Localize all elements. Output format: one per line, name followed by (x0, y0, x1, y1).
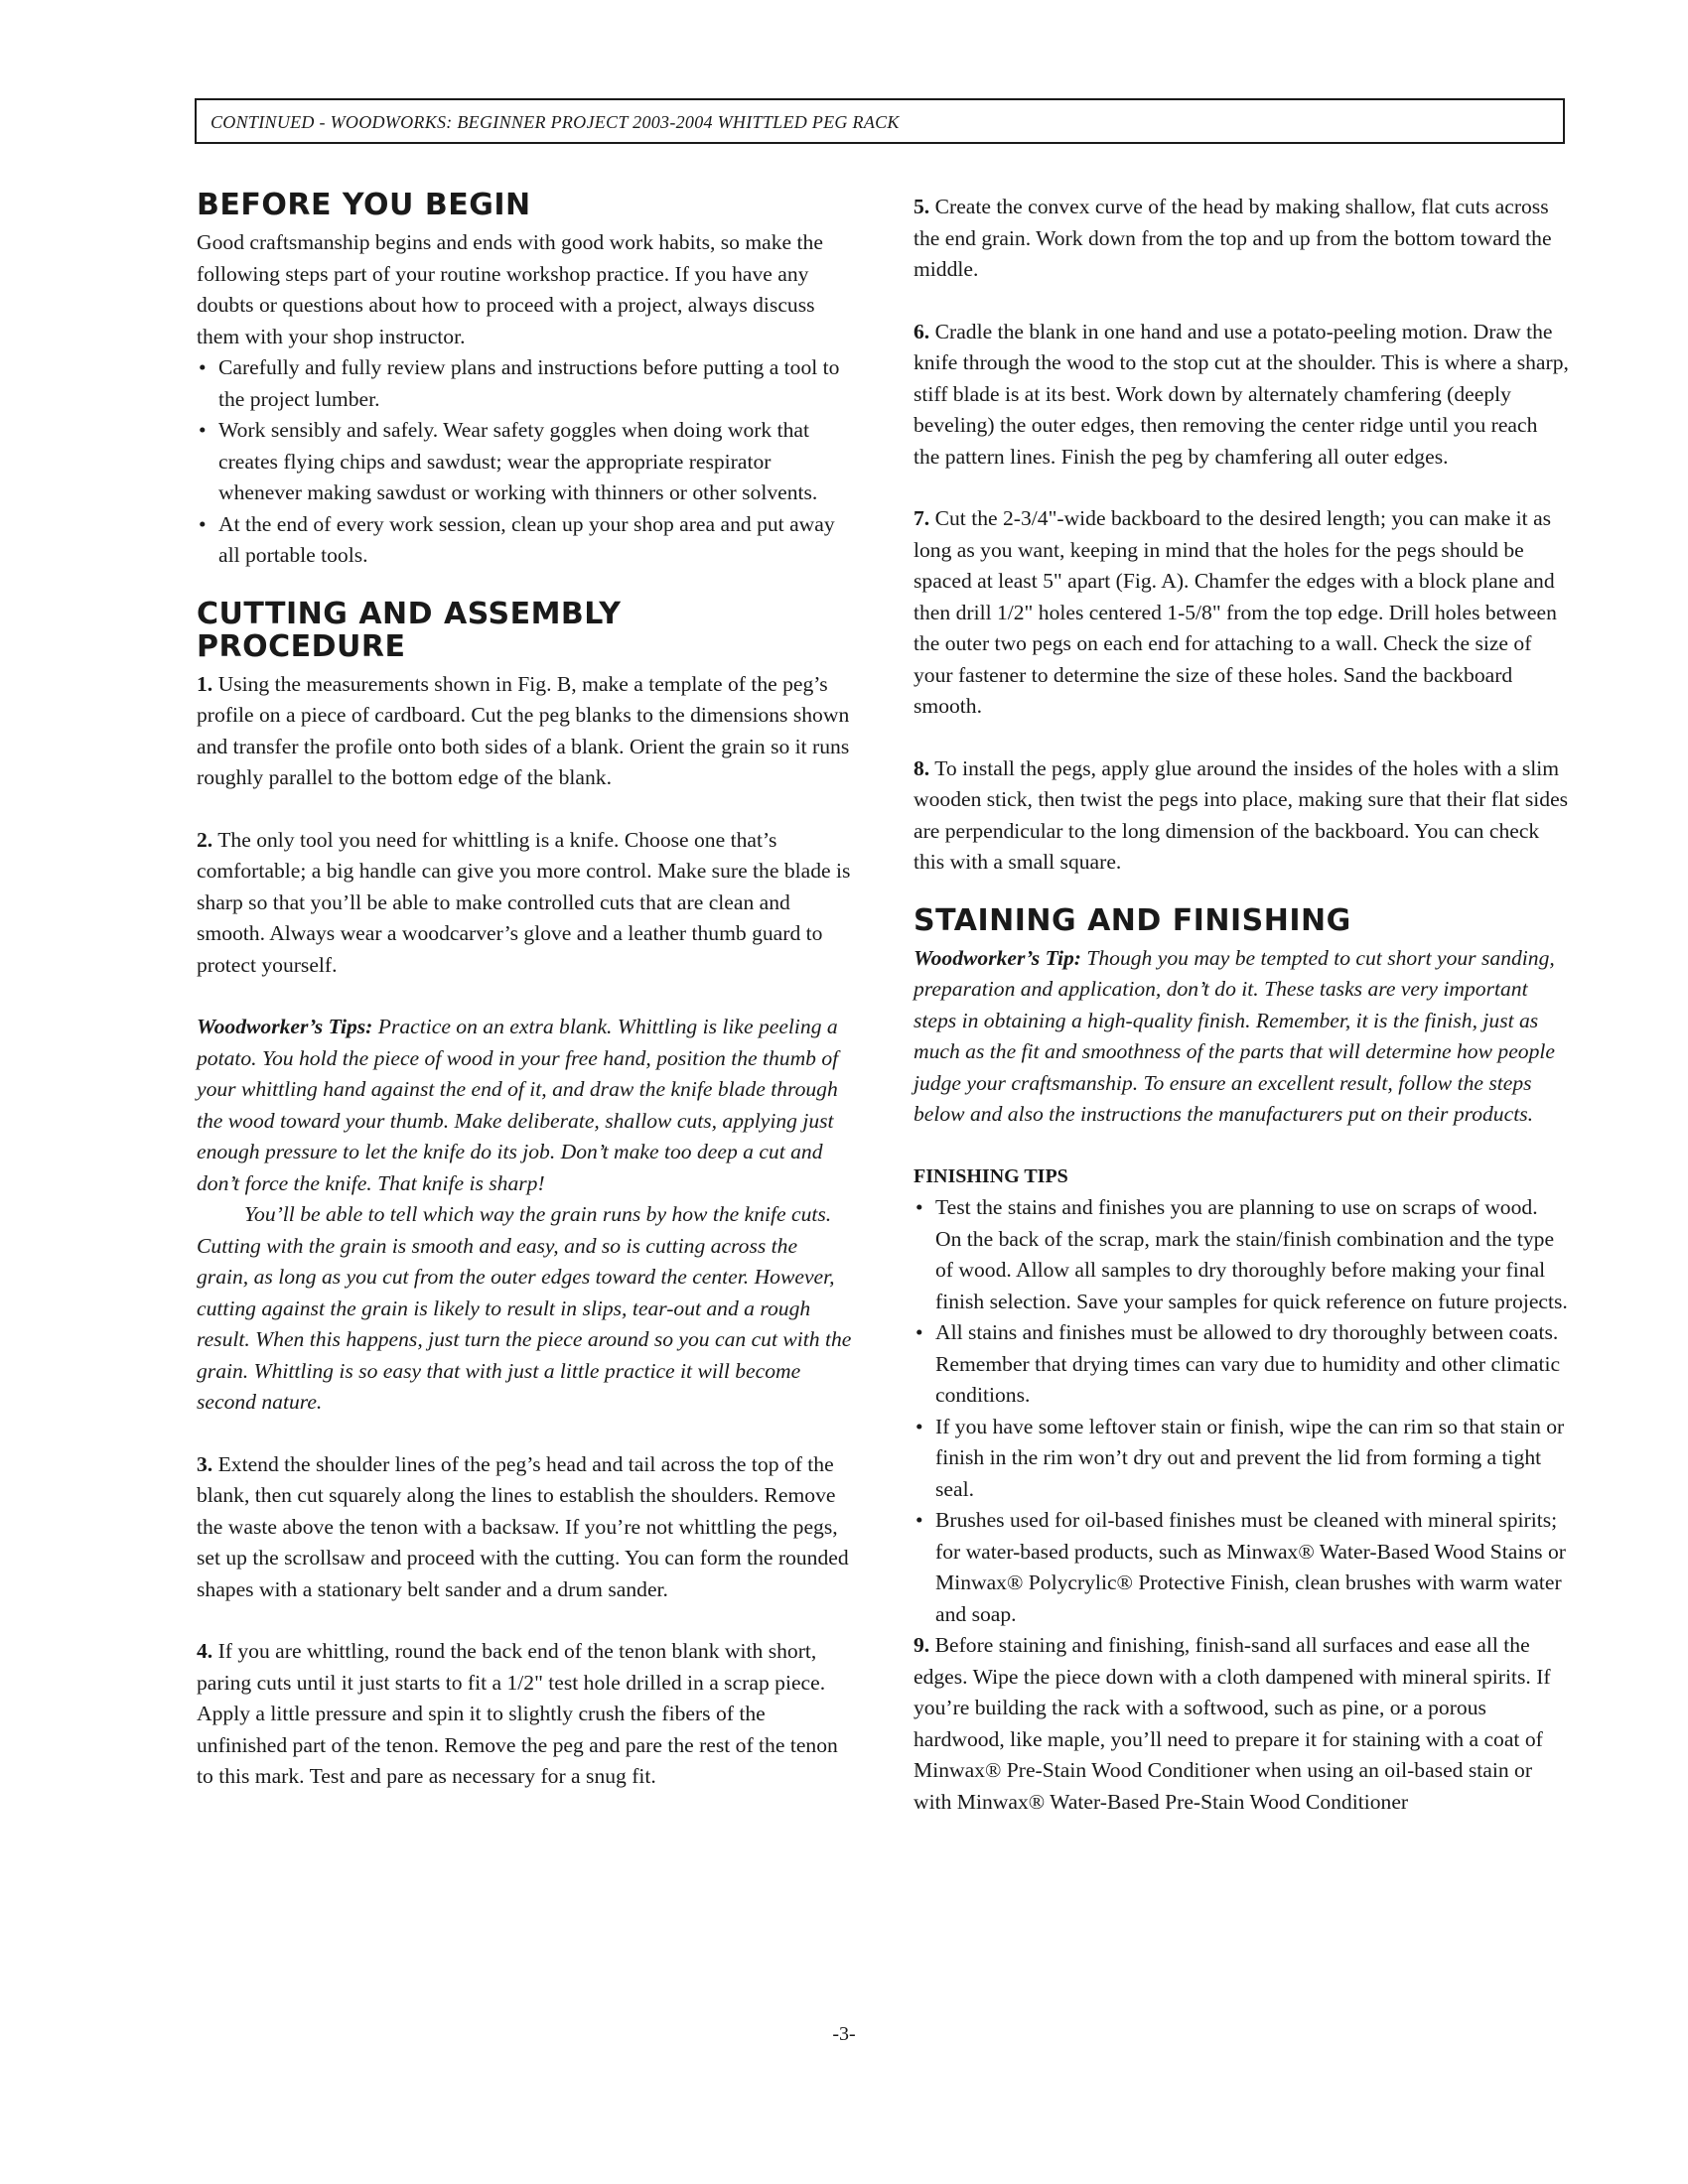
step-8 (914, 753, 1569, 879)
tip-label: Woodworker’s Tip: (914, 945, 1081, 970)
step-2 (197, 825, 852, 982)
step-number: 7. (914, 506, 930, 530)
list-item: • Work sensibly and safely. Wear safety goggles when doing work that creates flying chips and sawdust; wear the appropriate respirator whenever making sawdust or working with thinners or other solvents. (197, 415, 852, 509)
list-item: • Brushes used for oil-based finishes must be cleaned with mineral spirits; for water-based products, such as Minwax® Water-Based Wood Stains or Minwax® Polycrylic® Protective Finish, clean brushes with warm water and soap. (914, 1505, 1569, 1630)
intro-paragraph: Good craftsmanship begins and ends with good work habits, so make the following steps part of your routine workshop practice. If you have any doubts or questions about how to proceed with a project, always discuss them with your shop instructor. (197, 230, 823, 348)
section-title-cutting-assembly: CUTTING AND ASSEMBLY PROCEDURE (197, 596, 622, 664)
step-9 (914, 1630, 1569, 1818)
finishing-tips-list (914, 1192, 1569, 1630)
step-3 (197, 1449, 852, 1606)
running-header: CONTINUED - WOODWORKS: BEGINNER PROJECT 2003-2004 WHITTLED PEG RACK (195, 98, 1565, 144)
tip-label: Woodworker’s Tips: (197, 1015, 373, 1038)
right-column (914, 192, 1569, 1818)
step-number: 5. (914, 195, 930, 218)
list-item: • All stains and finishes must be allowed to dry thoroughly between coats. Remember that drying times can vary due to humidity and other climatic conditions. (914, 1317, 1569, 1412)
staining-tip (914, 943, 1569, 1131)
step-6 (914, 317, 1569, 474)
step-text: To install the pegs, apply glue around the insides of the holes with a slim wooden stick, then twist the pegs into place, making sure that their flat sides are perpendicular to the long dimension of the backboard. You can check this with a small square. (914, 755, 1569, 874)
step-text: If you are whittling, round the back end of the tenon blank with short, paring cuts until it just starts to fit a 1/2" test hole drilled in a scrap piece. Apply a little pressure and spin it to slightly crush the fibers of the unfinished part of the tenon. Remove the peg and pare the rest of the tenon to this mark. Test and pare as necessary for a snug fit. (197, 1639, 838, 1788)
woodworkers-tips (197, 1012, 852, 1419)
step-number: 3. (197, 1451, 213, 1476)
list-item: • Carefully and fully review plans and instructions before putting a tool to the project lumber. (197, 352, 852, 415)
list-item: • Test the stains and finishes you are planning to use on scraps of wood. On the back of the scrap, mark the stain/finish combination and the type of wood. Allow all samples to dry thoroughly before making your final finish selection. Save your samples for quick reference on future projects. (914, 1192, 1569, 1317)
section-title-staining-finishing: STAINING AND FINISHING (914, 902, 1351, 938)
step-number: 4. (197, 1639, 213, 1663)
step-text: Cradle the blank in one hand and use a potato-peeling motion. Draw the knife through the wood to the stop cut at the shoulder. This is where a sharp, stiff blade is at its best. Work down by alternately chamfering (deeply beveling) the outer edges, then removing the center ridge until you reach the pattern lines. Finish the peg by chamfering all outer edges. (914, 319, 1569, 469)
tip-text: Though you may be tempted to cut short your sanding, preparation and application, don’t do it. These tasks are very important steps in obtaining a high-quality finish. Remember, it is the finish, just as much as the fit and smoothness of the parts that will determine how people judge your craftsmanship. To ensure an excellent result, follow the steps below and also the instructions the manufacturers put on their products. (914, 945, 1555, 1126)
step-text: Using the measurements shown in Fig. B, make a template of the peg’s profile on a piece of cardboard. Cut the peg blanks to the dimensions shown and transfer the profile onto both sides of a blank. Orient the grain so it runs roughly parallel to the bottom edge of the blank. (197, 671, 850, 789)
step-number: 1. (197, 671, 213, 696)
finishing-tips-heading: FINISHING TIPS (914, 1164, 1068, 1187)
page-number: -3- (832, 2023, 856, 2045)
section-title-before-you-begin: BEFORE YOU BEGIN (197, 188, 531, 222)
left-column (197, 189, 852, 1793)
list-item: • At the end of every work session, clean up your shop area and put away all portable tools. (197, 509, 852, 572)
step-number: 8. (914, 755, 930, 780)
step-number: 9. (914, 1633, 930, 1657)
step-number: 2. (197, 827, 213, 852)
step-1 (197, 669, 852, 794)
step-text: Before staining and finishing, finish-sand all surfaces and ease all the edges. Wipe the piece down with a cloth dampened with mineral spirits. If you’re building the rack with a softwood, such as pine, or a porous hardwood, like maple, you’ll need to prepare it for staining with a coat of Minwax® Pre-Stain Wood Conditioner when using an oil-based stain or with Minwax® Water-Based Pre-Stain Wood Conditioner (914, 1633, 1551, 1814)
step-text: Extend the shoulder lines of the peg’s head and tail across the top of the blank, then cut squarely along the lines to establish the shoulders. Remove the waste above the tenon with a backsaw. If you’re not whittling the pegs, set up the scrollsaw and proceed with the cutting. You can form the rounded shapes with a stationary belt sander and a drum sander. (197, 1451, 849, 1601)
step-7 (914, 503, 1569, 723)
step-4 (197, 1636, 852, 1793)
step-number: 6. (914, 319, 930, 343)
step-text: Create the convex curve of the head by making shallow, flat cuts across the end grain. Work down from the top and up from the bottom toward the middle. (914, 195, 1552, 281)
step-text: Cut the 2-3/4"-wide backboard to the desired length; you can make it as long as you want, keeping in mind that the holes for the pegs should be spaced at least 5" apart (Fig. A). Chamfer the edges with a block plane and then drill 1/2" holes centered 1-5/8" from the top edge. Drill holes between the outer two pegs on each end for attaching to a wall. Check the size of your fastener to determine the size of these holes. Sand the backboard smooth. (914, 506, 1557, 718)
step-text: The only tool you need for whittling is a knife. Choose one that’s comfortable; a big handle can give you more control. Make sure the blade is sharp so that you’ll be able to make controlled cuts that are clean and smooth. Always wear a woodcarver’s glove and a leather thumb guard to protect yourself. (197, 827, 851, 977)
step-5 (914, 192, 1569, 286)
tip-text-continued: You’ll be able to tell which way the grain runs by how the knife cuts. Cutting with the grain is smooth and easy, and so is cutting across the grain, as long as you cut from the outer edges toward the center. However, cutting against the grain is likely to result in slips, tear-out and a rough result. When this happens, just turn the piece around so you can cut with the grain. Whittling is so easy that with just a little practice it will become second nature. (197, 1202, 852, 1414)
before-you-begin-list (197, 352, 852, 572)
tip-text: Practice on an extra blank. Whittling is like peeling a potato. You hold the piece of wood in your free hand, position the thumb of your whittling hand against the end of it, and draw the knife blade through the wood toward your thumb. Make deliberate, shallow cuts, applying just enough pressure to let the knife do its job. Don’t make too deep a cut and don’t force the knife. That knife is sharp! (197, 1015, 839, 1195)
list-item: • If you have some leftover stain or finish, wipe the can rim so that stain or finish in the rim won’t dry out and prevent the lid from forming a tight seal. (914, 1412, 1569, 1506)
